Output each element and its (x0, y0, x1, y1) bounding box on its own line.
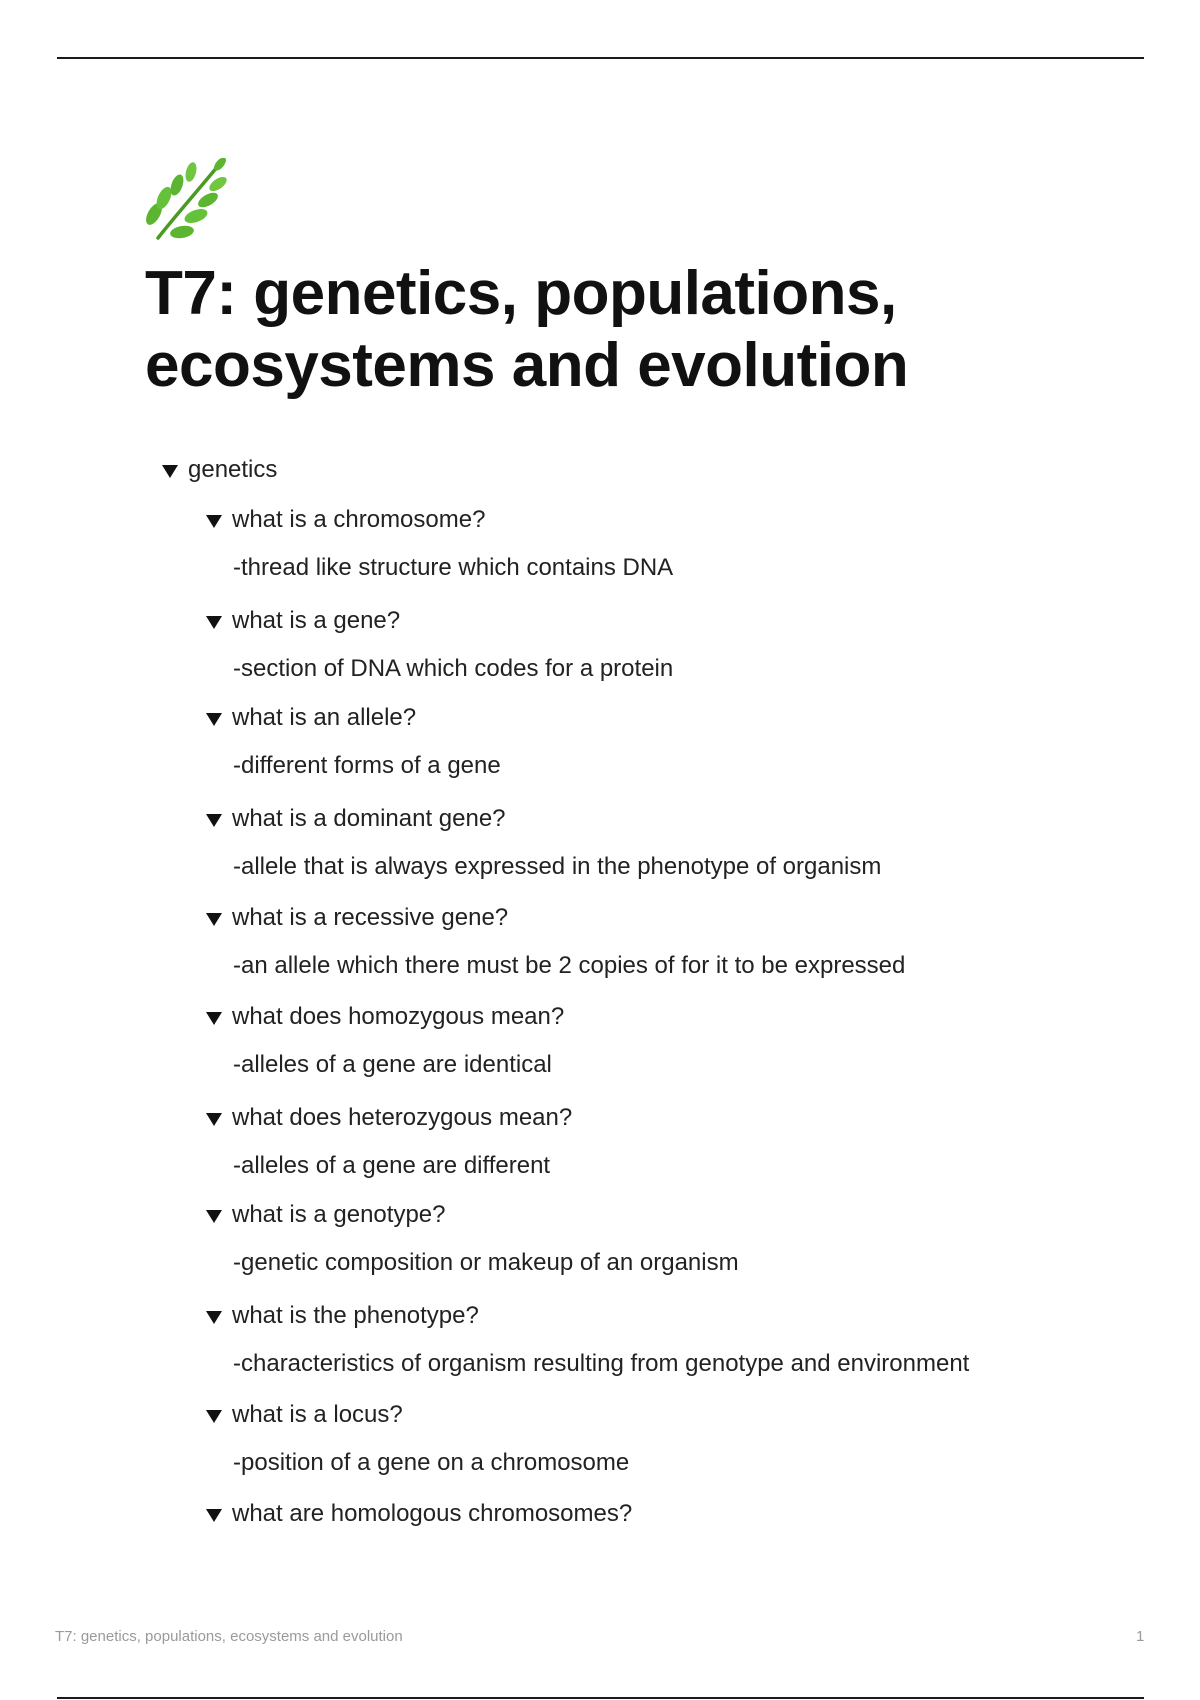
page-title: T7: genetics, populations, ecosystems and evolution (145, 259, 909, 400)
toggle-triangle-icon[interactable] (162, 465, 178, 478)
answer-text: -allele that is always expressed in the phenotype of organism (233, 853, 882, 880)
toggle-triangle-icon[interactable] (206, 1509, 222, 1522)
toggle-triangle-icon[interactable] (206, 515, 222, 528)
answer-text: -alleles of a gene are different (233, 1152, 551, 1179)
question-text: what is a genotype? (232, 1201, 446, 1228)
question-text: what is an allele? (232, 704, 417, 731)
question-text: what is a recessive gene? (232, 904, 509, 931)
top-rule (57, 57, 1144, 59)
footer-doc-title: T7: genetics, populations, ecosystems and evolution (55, 1628, 403, 1645)
answer-text: -an allele which there must be 2 copies of for it to be expressed (233, 952, 906, 979)
toggle-question[interactable] (206, 505, 485, 535)
answer-text: -different forms of a gene (233, 752, 501, 779)
toggle-triangle-icon[interactable] (206, 1113, 222, 1126)
toggle-triangle-icon[interactable] (206, 1311, 222, 1324)
answer-text: -genetic composition or makeup of an organism (233, 1249, 739, 1276)
question-text: what is a locus? (232, 1401, 403, 1428)
question-text: what does heterozygous mean? (232, 1104, 573, 1131)
answer-text: -thread like structure which contains DNA (233, 554, 674, 581)
question-text: what does homozygous mean? (232, 1003, 565, 1030)
toggle-triangle-icon[interactable] (206, 713, 222, 726)
toggle-question[interactable] (206, 606, 400, 636)
question-text: what are homologous chromosomes? (232, 1500, 633, 1527)
toggle-question[interactable] (206, 1103, 572, 1133)
question-text: what is a dominant gene? (232, 805, 506, 832)
toggle-question[interactable] (206, 1002, 564, 1032)
toggle-triangle-icon[interactable] (206, 616, 222, 629)
herb-leaf-icon (144, 158, 230, 244)
toggle-triangle-icon[interactable] (206, 1012, 222, 1025)
toggle-triangle-icon[interactable] (206, 1410, 222, 1423)
answer-text: -alleles of a gene are identical (233, 1051, 552, 1078)
toggle-question[interactable] (206, 1400, 403, 1430)
footer-page-number: 1 (1136, 1628, 1145, 1645)
answer-text: -section of DNA which codes for a protein (233, 655, 674, 682)
answer-text: -characteristics of organism resulting from genotype and environment (233, 1350, 970, 1377)
toggle-genetics[interactable] (162, 455, 277, 485)
toggle-question[interactable] (206, 703, 416, 733)
question-text: what is a gene? (232, 607, 401, 634)
question-text: what is the phenotype? (232, 1302, 479, 1329)
toggle-question[interactable] (206, 903, 508, 933)
toggle-triangle-icon[interactable] (206, 814, 222, 827)
toggle-triangle-icon[interactable] (206, 913, 222, 926)
toggle-question[interactable] (206, 804, 506, 834)
toggle-question[interactable] (206, 1301, 479, 1331)
answer-text: -position of a gene on a chromosome (233, 1449, 630, 1476)
toggle-triangle-icon[interactable] (206, 1210, 222, 1223)
toggle-question[interactable] (206, 1200, 445, 1230)
toggle-label: genetics (188, 456, 278, 483)
toggle-question[interactable] (206, 1499, 632, 1529)
bottom-rule (57, 1697, 1144, 1699)
question-text: what is a chromosome? (232, 506, 486, 533)
